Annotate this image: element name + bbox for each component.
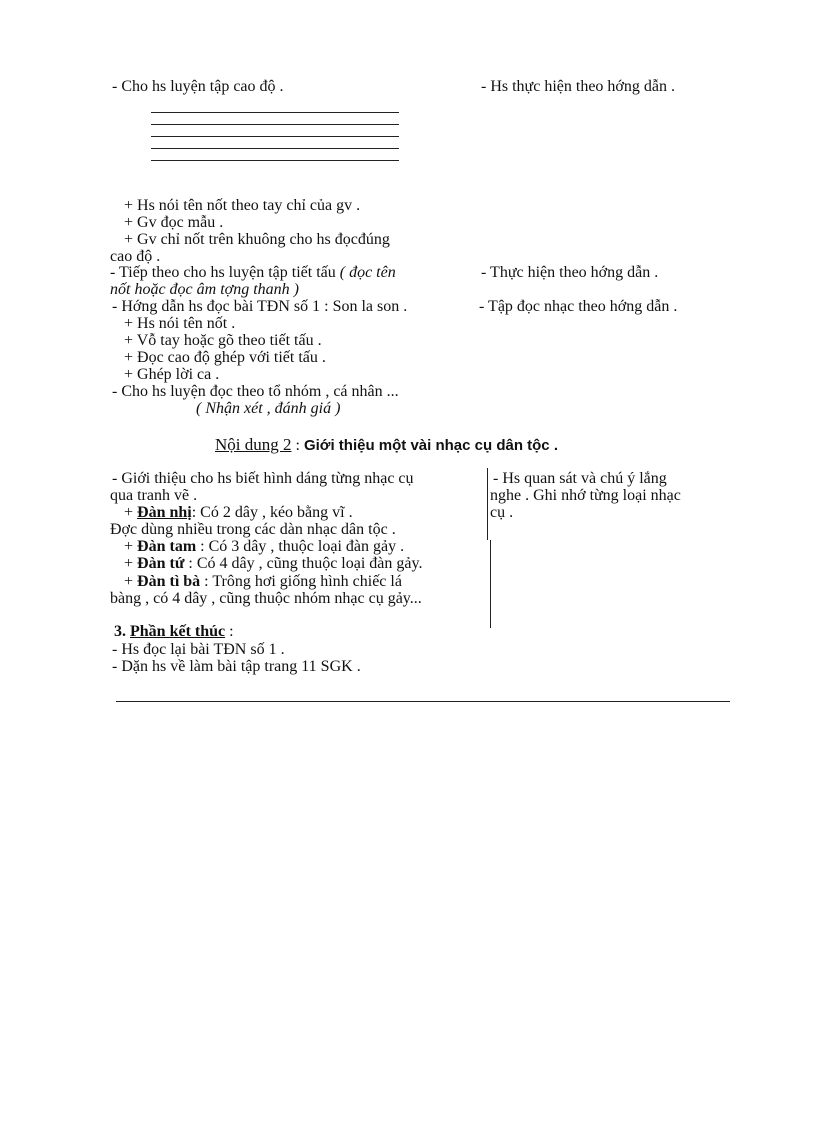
assessment-note: ( Nhận xét , đánh giá ) xyxy=(196,400,341,417)
student-note: - Hs quan sát và chú ý lắng xyxy=(493,470,667,487)
student-note: cụ . xyxy=(490,504,514,521)
staff-line xyxy=(151,136,399,137)
student-response-2: - Thực hiện theo hớng dẫn . xyxy=(481,264,659,281)
bullet-prefix: + xyxy=(124,504,138,521)
instrument-name: Đàn nhị xyxy=(137,504,192,521)
intro-line: - Giới thiệu cho hs biết hình dáng từng nhạc cụ xyxy=(112,470,414,487)
section-3-heading xyxy=(114,623,234,641)
instrument-desc: : Có 4 dây , cũng thuộc loại đàn gảy. xyxy=(184,555,423,572)
step-item: + Gv chỉ nốt trên khuông cho hs đọcđúng xyxy=(124,231,390,248)
instrument-desc: : Có 3 dây , thuộc loại đàn gảy . xyxy=(196,538,405,555)
instrument-name: Đàn tì bà xyxy=(137,573,201,590)
instrument-dan-nhi-continued: Đợc dùng nhiều trong các dàn nhạc dân tộc . xyxy=(110,521,396,538)
staff-line xyxy=(151,124,399,125)
section-2-colon: : xyxy=(291,437,304,454)
section-2-title: Giới thiệu một vài nhạc cụ dân tộc . xyxy=(303,437,558,454)
step-item: + Gv đọc mẫu . xyxy=(124,214,224,231)
rhythm-italic-note: ( đọc tên xyxy=(339,264,396,281)
instrument-dan-ti-ba-continued: bàng , có 4 dây , cũng thuộc nhóm nhạc cụ gảy... xyxy=(110,590,422,607)
instrument-dan-ti-ba xyxy=(124,573,402,591)
section-3-label: Phần kết thúc xyxy=(130,623,226,640)
reading-step: + Hs nói tên nốt . xyxy=(124,315,236,332)
rhythm-instruction xyxy=(110,264,396,282)
instrument-desc: : Trông hơi giống hình chiếc lá xyxy=(200,573,402,590)
rhythm-prefix: - Tiếp theo cho hs luyện tập tiết tấu xyxy=(110,264,336,281)
section-3-number: 3. xyxy=(114,623,126,640)
instrument-dan-tu xyxy=(124,555,422,573)
instrument-dan-nhi xyxy=(124,504,353,522)
instrument-name: Đàn tứ xyxy=(137,555,185,572)
instrument-desc: : Có 2 dây , kéo bằng vĩ . xyxy=(191,504,353,521)
intro-line-continued: qua tranh vẽ . xyxy=(110,487,198,504)
reading-step: + Ghép lời ca . xyxy=(124,366,220,383)
bottom-divider xyxy=(116,701,730,702)
bullet-prefix: + xyxy=(124,538,138,555)
step-item: + Hs nói tên nốt theo tay chỉ của gv . xyxy=(124,197,361,214)
teacher-instruction-pitch: - Cho hs luyện tập cao độ . xyxy=(112,78,284,95)
bullet-prefix: + xyxy=(124,573,138,590)
reading-step: + Vỗ tay hoặc gõ theo tiết tấu . xyxy=(124,332,322,349)
bullet-prefix: + xyxy=(124,555,138,572)
section-3-colon: : xyxy=(225,623,234,640)
section-2-heading xyxy=(215,436,558,455)
staff-line xyxy=(151,148,399,149)
student-note: nghe . Ghi nhớ từng loại nhạc xyxy=(490,487,681,504)
closing-item: - Dặn hs về làm bài tập trang 11 SGK . xyxy=(112,658,361,675)
closing-item: - Hs đọc lại bài TĐN số 1 . xyxy=(112,641,285,658)
practice-line: - Cho hs luyện đọc theo tổ nhóm , cá nhân ... xyxy=(112,383,399,400)
section-2-label: Nội dung 2 xyxy=(215,435,292,454)
staff-line xyxy=(151,112,399,113)
reading-step: + Đọc cao độ ghép với tiết tấu . xyxy=(124,349,326,366)
step-item-continued: cao độ . xyxy=(110,248,161,265)
instrument-dan-tam xyxy=(124,538,404,556)
column-divider-lower xyxy=(490,540,491,628)
instrument-name: Đàn tam xyxy=(137,538,197,555)
column-divider-upper xyxy=(487,468,488,540)
staff-line xyxy=(151,160,399,161)
guide-reading-line: - Hớng dẫn hs đọc bài TĐN số 1 : Son la son . xyxy=(112,298,408,315)
student-response-3: - Tập đọc nhạc theo hớng dẫn . xyxy=(479,298,678,315)
student-response-1: - Hs thực hiện theo hớng dẫn . xyxy=(481,78,675,95)
rhythm-italic-continued: nốt hoặc đọc âm tợng thanh ) xyxy=(110,281,299,298)
